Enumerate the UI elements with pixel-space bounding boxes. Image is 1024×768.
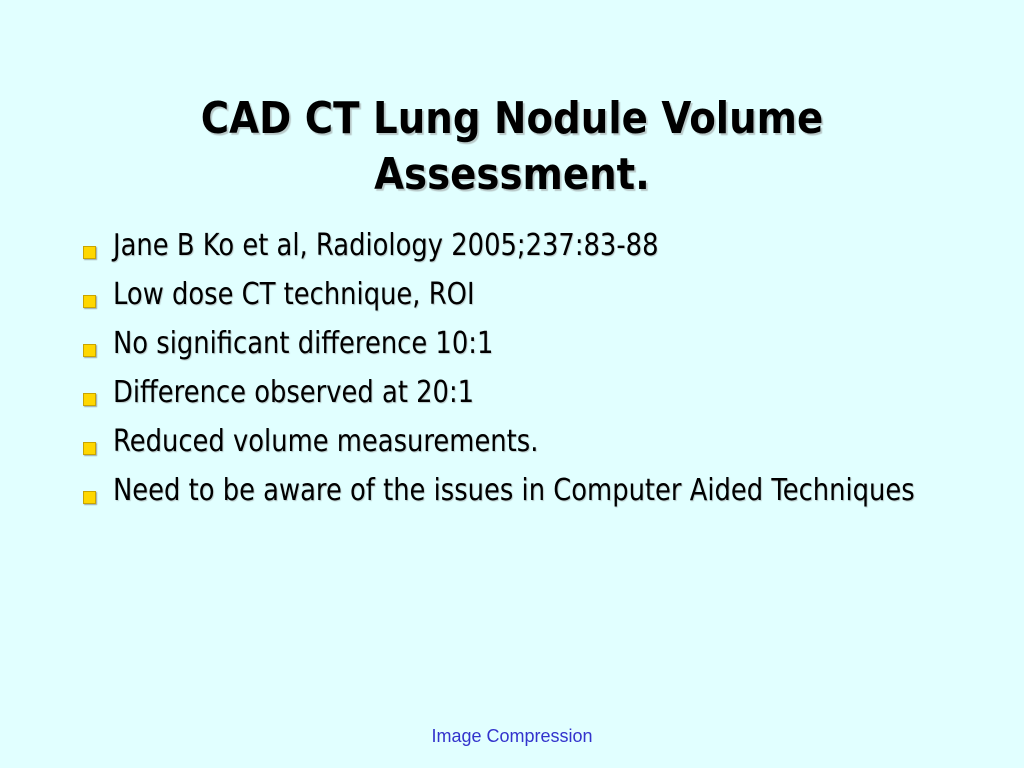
bullet-text: Reduced volume measurements.: [113, 424, 539, 459]
bullet-text: Low dose CT technique, ROI: [113, 277, 475, 312]
bullet-item: [80, 226, 960, 266]
square-bullet-icon: [83, 344, 96, 357]
bullet-list: [80, 226, 960, 520]
square-bullet-icon: [83, 295, 96, 308]
bullet-item: [80, 422, 960, 462]
slide-footer: Image Compression: [431, 726, 593, 746]
square-bullet-icon: [83, 442, 96, 455]
square-bullet-icon: [83, 491, 96, 504]
bullet-item: [80, 471, 960, 511]
bullet-text: No significant difference 10:1: [113, 326, 494, 361]
bullet-item: [80, 275, 960, 315]
square-bullet-icon: [83, 393, 96, 406]
bullet-item: [80, 324, 960, 364]
square-bullet-icon: [83, 246, 96, 259]
slide-title-line-1: CAD CT Lung Nodule Volume: [200, 93, 824, 145]
slide-title-line-2: Assessment.: [374, 149, 650, 201]
bullet-text: Need to be aware of the issues in Computer Aided Techniques: [113, 473, 915, 508]
slide-title: [97, 91, 928, 203]
bullet-item: [80, 373, 960, 413]
bullet-text: Jane B Ko et al, Radiology 2005;237:83-88: [113, 228, 659, 263]
bullet-text: Difference observed at 20:1: [113, 375, 475, 410]
